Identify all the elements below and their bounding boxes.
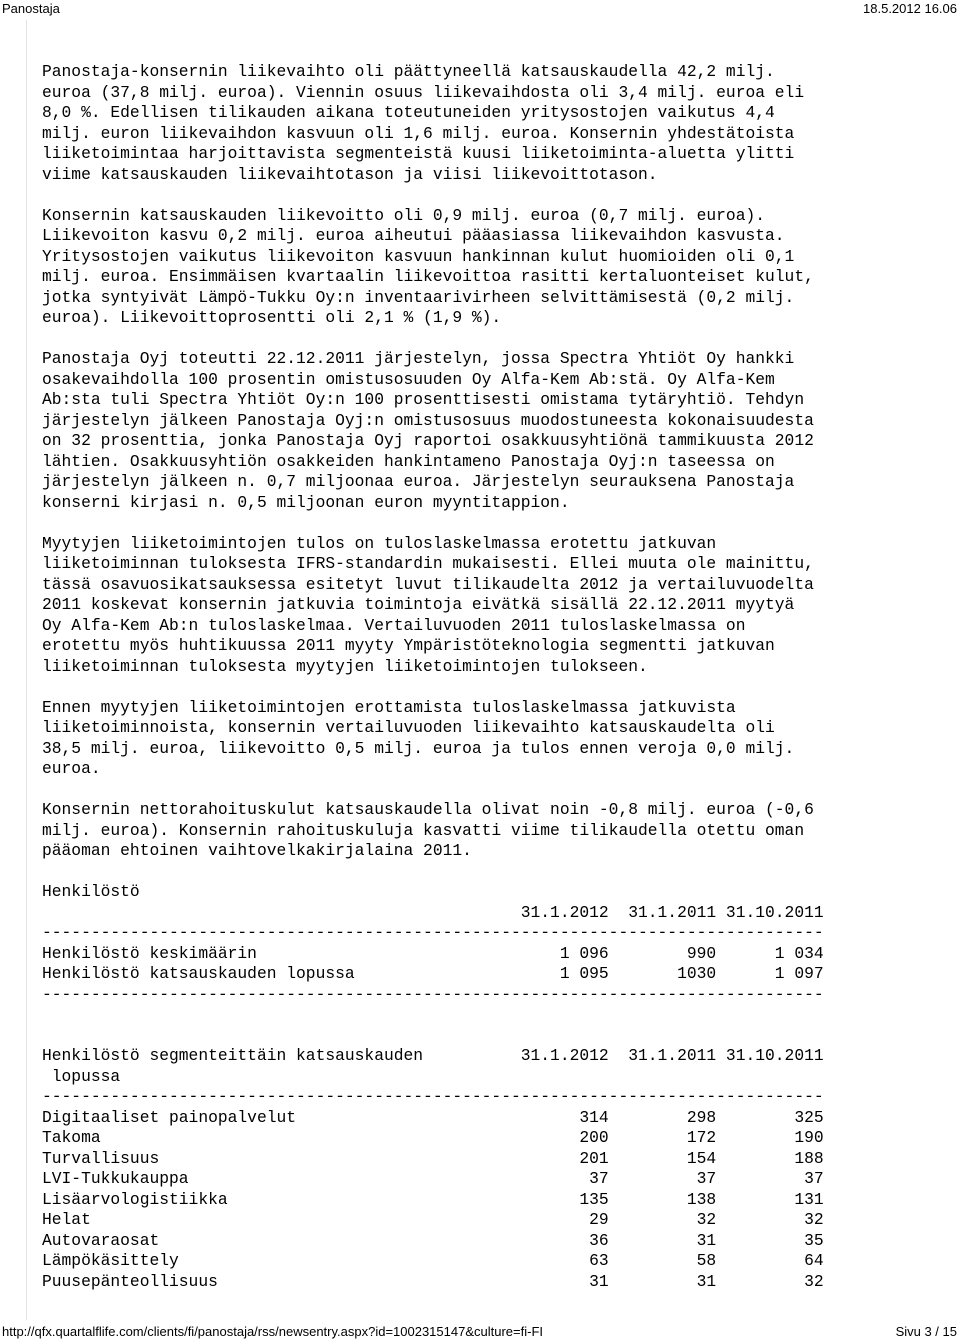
footer-url: http://qfx.quartalflife.com/clients/fi/panostaja/rss/newsentry.aspx?id=1002315147&culture=fi-FI	[2, 1324, 543, 1339]
paragraph-line: osakevaihdolla 100 prosentin omistusosuuden Oy Alfa-Kem Ab:stä. Oy Alfa-Kem	[42, 369, 775, 389]
paragraph-line: tässä osavuosikatsauksessa esitetyt luvut tilikaudelta 2012 ja vertailuvuodelta	[42, 574, 814, 594]
table-row: Autovaraosat 36 31 35	[42, 1230, 824, 1250]
print-header	[0, 0, 960, 20]
paragraph-line: erotettu myös huhtikuussa 2011 myyty Ympäristöteknologia segmentti jatkuvan	[42, 636, 775, 655]
paragraph-line: liiketoimintaa harjoittavista segmenteistä kuusi liiketoiminta-aluetta ylitti	[42, 144, 795, 163]
paragraph	[42, 62, 942, 185]
paragraph-line: Ab:sta tuli Spectra Yhtiöt Oy:n 100 prosenttisesti omistama tytäryhtiö. Tehdyn	[42, 390, 805, 409]
paragraph-line: järjestelyn jälkeen n. 0,7 miljoonaa euroa. Järjestelyn seurauksena Panostaja	[42, 472, 795, 491]
paragraph-line: milj. euroa. Ensimmäisen kvartaalin liikevoittoa rasitti kertaluonteiset kulut,	[42, 267, 814, 286]
table-row: Lämpökäsittely 63 58 64	[42, 1251, 824, 1270]
paragraph-line: 2011 koskevat konsernin jatkuvia toimintoja eivätkä sisällä 22.12.2011 myytyä	[42, 595, 795, 614]
paragraph-line: milj. euron liikevaihdon kasvuun oli 1,6 milj. euroa. Konsernin yhdestätoista	[42, 123, 795, 143]
spacer	[42, 1005, 942, 1046]
paragraph-line: euroa (37,8 milj. euroa). Viennin osuus liikevaihdosta oli 3,4 milj. euroa eli	[42, 82, 805, 102]
paragraph-line: euroa.	[42, 759, 101, 778]
paragraph-line: milj. euroa). Konsernin rahoituskuluja kasvatti viime tilikaudella otettu oman	[42, 820, 805, 840]
paragraph-line: Konsernin katsauskauden liikevoitto oli 0,9 milj. euroa (0,7 milj. euroa).	[42, 205, 766, 225]
footer-page-number: Sivu 3 / 15	[895, 1324, 957, 1339]
table-separator: --------------------------------------------------------------------------------	[42, 984, 824, 1004]
paragraph	[42, 698, 942, 780]
table-row: Digitaaliset painopalvelut 314 298 325	[42, 1107, 824, 1127]
table-row: Puusepänteollisuus 31 31 32	[42, 1271, 824, 1291]
paragraph-line: järjestelyn jälkeen Panostaja Oyj:n omistusosuus muodostuneesta kokonaisuudesta	[42, 410, 814, 430]
table-row: Henkilöstö katsauskauden lopussa 1 095 1030 1 097	[42, 964, 824, 983]
table-header: 31.1.2012 31.1.2011 31.10.2011	[42, 902, 824, 922]
segment-table	[42, 1046, 942, 1292]
paragraph-line: konserni kirjasi n. 0,5 miljoonan euron myyntitappion.	[42, 492, 570, 512]
paragraph-line: viime katsauskauden liikevaihtotason ja viisi liikevoittotason.	[42, 164, 658, 184]
paragraph	[42, 534, 942, 678]
paragraph	[42, 349, 942, 513]
table-title: Henkilöstö	[42, 882, 140, 901]
table-row: Lisäarvologistiikka 135 138 131	[42, 1189, 824, 1209]
paragraph-line: jotka syntyivät Lämpö-Tukku Oy:n inventaarivirheen selvittämisestä (0,2 milj.	[42, 287, 795, 307]
table-row: LVI-Tukkukauppa 37 37 37	[42, 1169, 824, 1188]
table-separator: --------------------------------------------------------------------------------	[42, 1087, 824, 1106]
table-row: Helat 29 32 32	[42, 1210, 824, 1229]
paragraph-line: liiketoiminnoista, konsernin vertailuvuoden liikevaihto katsauskaudelta oli	[42, 718, 775, 737]
table-row: Takoma 200 172 190	[42, 1128, 824, 1147]
paragraph	[42, 800, 942, 862]
paragraph-line: lähtien. Osakkuusyhtiön osakkeiden hankintameno Panostaja Oyj:n taseessa on	[42, 451, 775, 471]
paragraphs	[42, 62, 942, 862]
paragraph-line: Ennen myytyjen liiketoimintojen erottamista tuloslaskelmassa jatkuvista	[42, 697, 736, 717]
print-footer	[0, 1323, 960, 1341]
paragraph-line: Panostaja Oyj toteutti 22.12.2011 järjestelyn, jossa Spectra Yhtiöt Oy hankki	[42, 349, 795, 368]
table-row: Henkilöstö keskimäärin 1 096 990 1 034	[42, 943, 824, 963]
margin-divider	[26, 20, 27, 1320]
paragraph-line: 8,0 %. Edellisen tilikauden aikana toteutuneiden yritysostojen vaikutus 4,4	[42, 103, 775, 122]
header-timestamp: 18.5.2012 16.06	[863, 1, 957, 16]
paragraph-line: Myytyjen liiketoimintojen tulos on tuloslaskelmassa erotettu jatkuvan	[42, 533, 717, 553]
table-row: Turvallisuus 201 154 188	[42, 1148, 824, 1168]
paragraph-line: Liikevoiton kasvu 0,2 milj. euroa aiheutui pääasiassa liikevaihdon kasvusta.	[42, 226, 785, 245]
paragraph-line: Panostaja-konsernin liikevaihto oli päättyneellä katsauskaudella 42,2 milj.	[42, 62, 775, 81]
paragraph-line: on 32 prosenttia, jonka Panostaja Oyj raportoi osakkuusyhtiönä tammikuusta 2012	[42, 431, 814, 450]
paragraph-line: Oy Alfa-Kem Ab:n tuloslaskelmaa. Vertailuvuoden 2011 tuloslaskelmassa on	[42, 615, 746, 635]
paragraph	[42, 206, 942, 329]
paragraph-line: pääoman ehtoinen vaihtovelkakirjalaina 2011.	[42, 841, 472, 860]
paragraph-line: liiketoiminnan tuloksesta IFRS-standardin mukaisesti. Ellei muuta ole mainittu,	[42, 554, 814, 573]
header-title: Panostaja	[2, 1, 60, 16]
staff-table	[42, 882, 942, 1005]
document-body	[42, 62, 942, 1292]
paragraph-line: Konsernin nettorahoituskulut katsauskaudella olivat noin -0,8 milj. euroa (-0,6	[42, 800, 814, 819]
paragraph-line: euroa). Liikevoittoprosentti oli 2,1 % (1,9 %).	[42, 308, 502, 327]
paragraph-line: liiketoiminnan tuloksesta myytyjen liiketoimintojen tulokseen.	[42, 656, 648, 676]
table-separator: --------------------------------------------------------------------------------	[42, 923, 824, 942]
paragraph-line: Yritysostojen vaikutus liikevoiton kasvuun hankinnan kulut huomioiden oli 0,1	[42, 246, 795, 266]
table-title-continuation: lopussa	[42, 1066, 121, 1086]
table-header: Henkilöstö segmenteittäin katsauskauden 31.1.2012 31.1.2011 31.10.2011	[42, 1046, 824, 1065]
paragraph-line: 38,5 milj. euroa, liikevoitto 0,5 milj. euroa ja tulos ennen veroja 0,0 milj.	[42, 738, 795, 758]
